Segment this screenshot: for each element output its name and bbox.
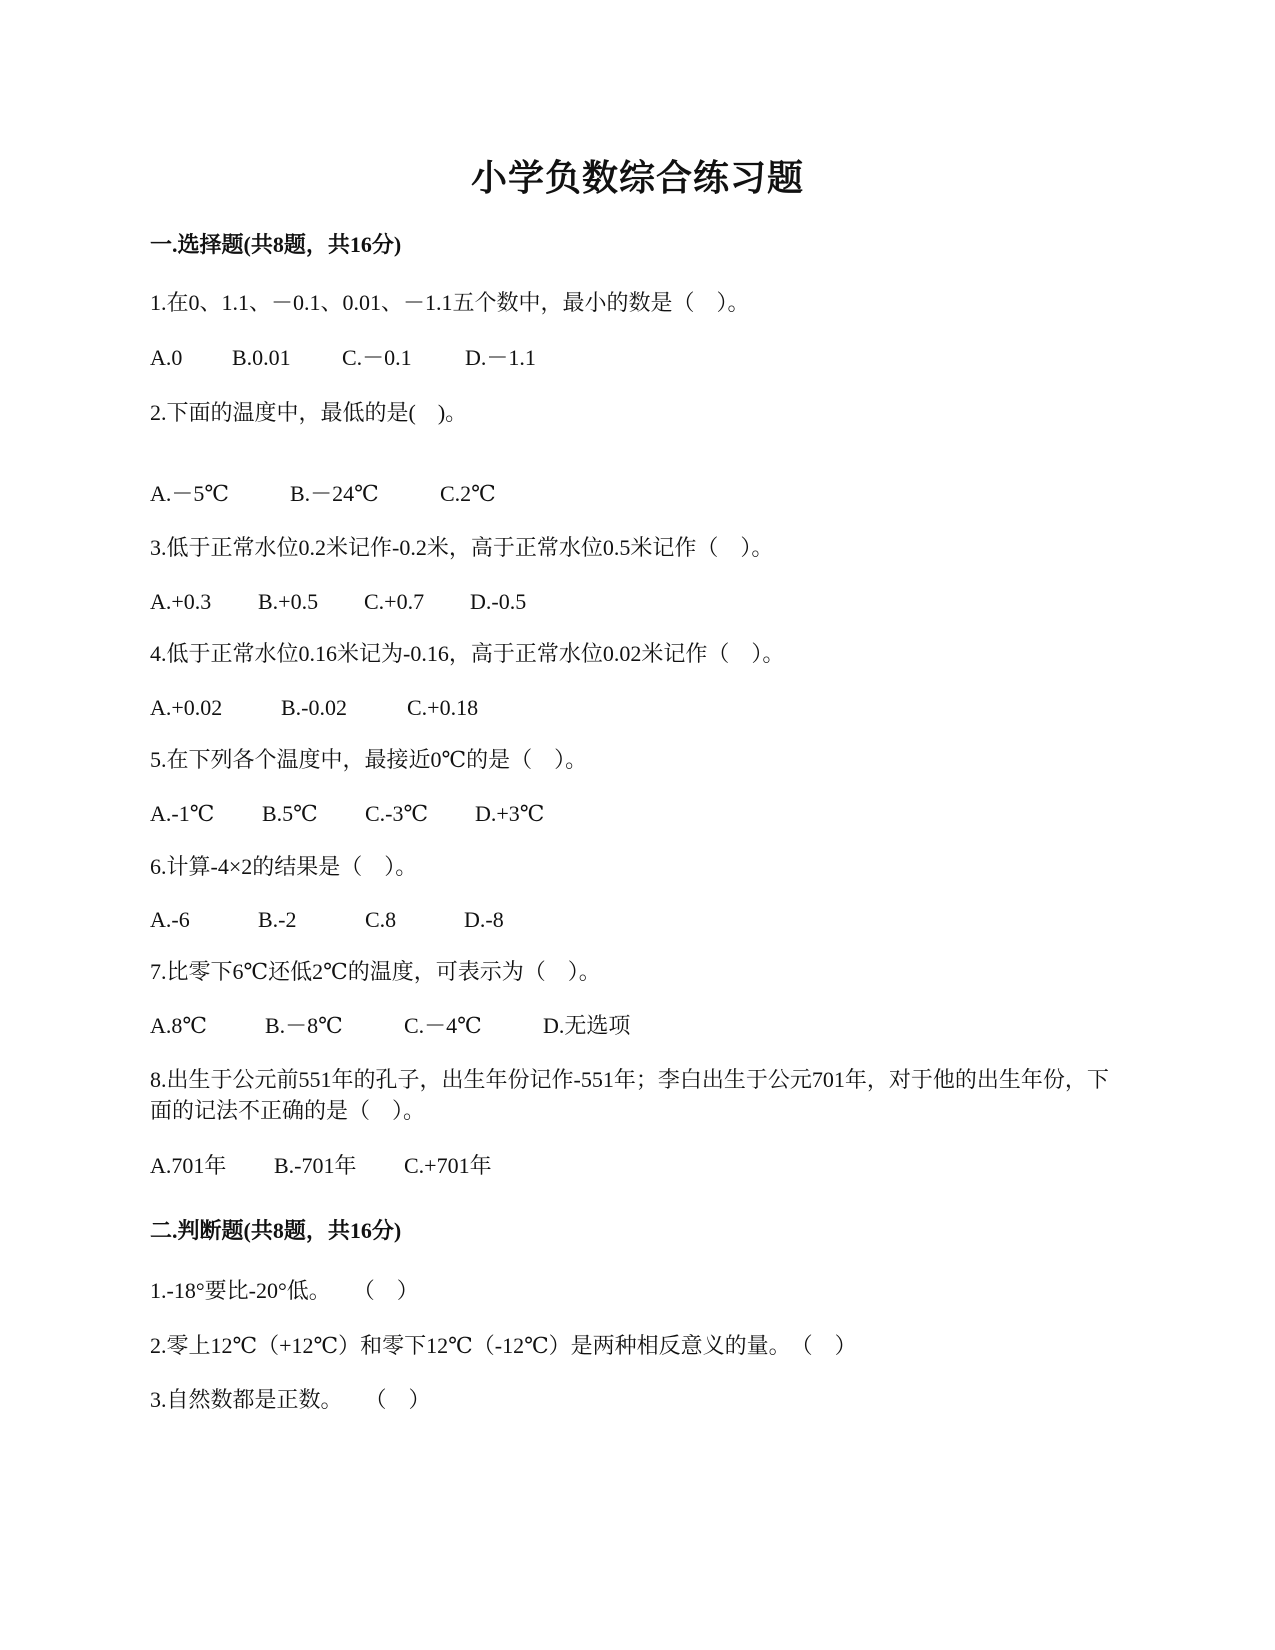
option: D.无选项 [543,1013,631,1038]
option: D.-8 [464,907,504,932]
option: A.+0.3 [150,589,212,614]
option: C.2℃ [440,481,496,506]
option-row [150,342,536,374]
option: C.+0.7 [364,589,425,614]
option: A.8℃ [150,1013,207,1038]
option-row [150,1010,630,1042]
option: B.-701年 [274,1153,357,1178]
option: C.+0.18 [407,695,479,720]
option: B.5℃ [262,801,318,826]
option-row [150,478,496,510]
option: C.-3℃ [365,801,429,826]
question-text: 8.出生于公元前551年的孔子，出生年份记作-551年；李白出生于公元701年，对于他的出生年份，下面的记法不正确的是（ ）。 [150,1067,1109,1123]
option: A.+0.02 [150,695,223,720]
question-text: 1.在0、1.1、－0.1、0.01、－1.1五个数中，最小的数是（ ）。 [150,290,750,315]
question-text: 3.低于正常水位0.2米记作-0.2米，高于正常水位0.5米记作（ ）。 [150,535,774,560]
option: D.－1.1 [465,345,536,370]
option: A.－5℃ [150,481,229,506]
section-heading-choice: 一.选择题(共8题，共16分) [150,232,402,257]
question-text: 5.在下列各个温度中，最接近0℃的是（ ）。 [150,747,588,772]
section-heading-true-false: 二.判断题(共8题，共16分) [150,1218,402,1243]
judgment-question: 1.-18°要比-20°低。 （ ） [150,1278,419,1303]
option-row [150,904,504,936]
question-text: 4.低于正常水位0.16米记为-0.16，高于正常水位0.02米记作（ ）。 [150,641,785,666]
option: C.－4℃ [404,1013,482,1038]
judgment-question: 2.零上12℃（+12℃）和零下12℃（-12℃）是两种相反意义的量。 （ ） [150,1333,857,1358]
option: A.-6 [150,907,190,932]
option: B.-2 [258,907,297,932]
question-text: 7.比零下6℃还低2℃的温度，可表示为（ ）。 [150,959,601,984]
option-row [150,586,526,618]
option: B.－24℃ [290,481,379,506]
option: C.8 [365,907,397,932]
option: B.+0.5 [258,589,319,614]
option: B.－8℃ [265,1013,343,1038]
question-text: 2.下面的温度中，最低的是( )。 [150,400,468,425]
judgment-question: 3.自然数都是正数。 （ ） [150,1387,431,1412]
option-row [150,692,478,724]
option-row [150,1150,492,1182]
option: D.-0.5 [470,589,527,614]
option-row [150,798,544,830]
option: B.-0.02 [281,695,347,720]
option: C.－0.1 [342,345,412,370]
option: C.+701年 [404,1153,492,1178]
option: A.701年 [150,1153,227,1178]
option: D.+3℃ [475,801,545,826]
option: A.0 [150,345,183,370]
page-title: 小学负数综合练习题 [470,158,804,198]
question-text: 6.计算-4×2的结果是（ ）。 [150,854,418,879]
option: A.-1℃ [150,801,215,826]
option: B.0.01 [232,345,291,370]
